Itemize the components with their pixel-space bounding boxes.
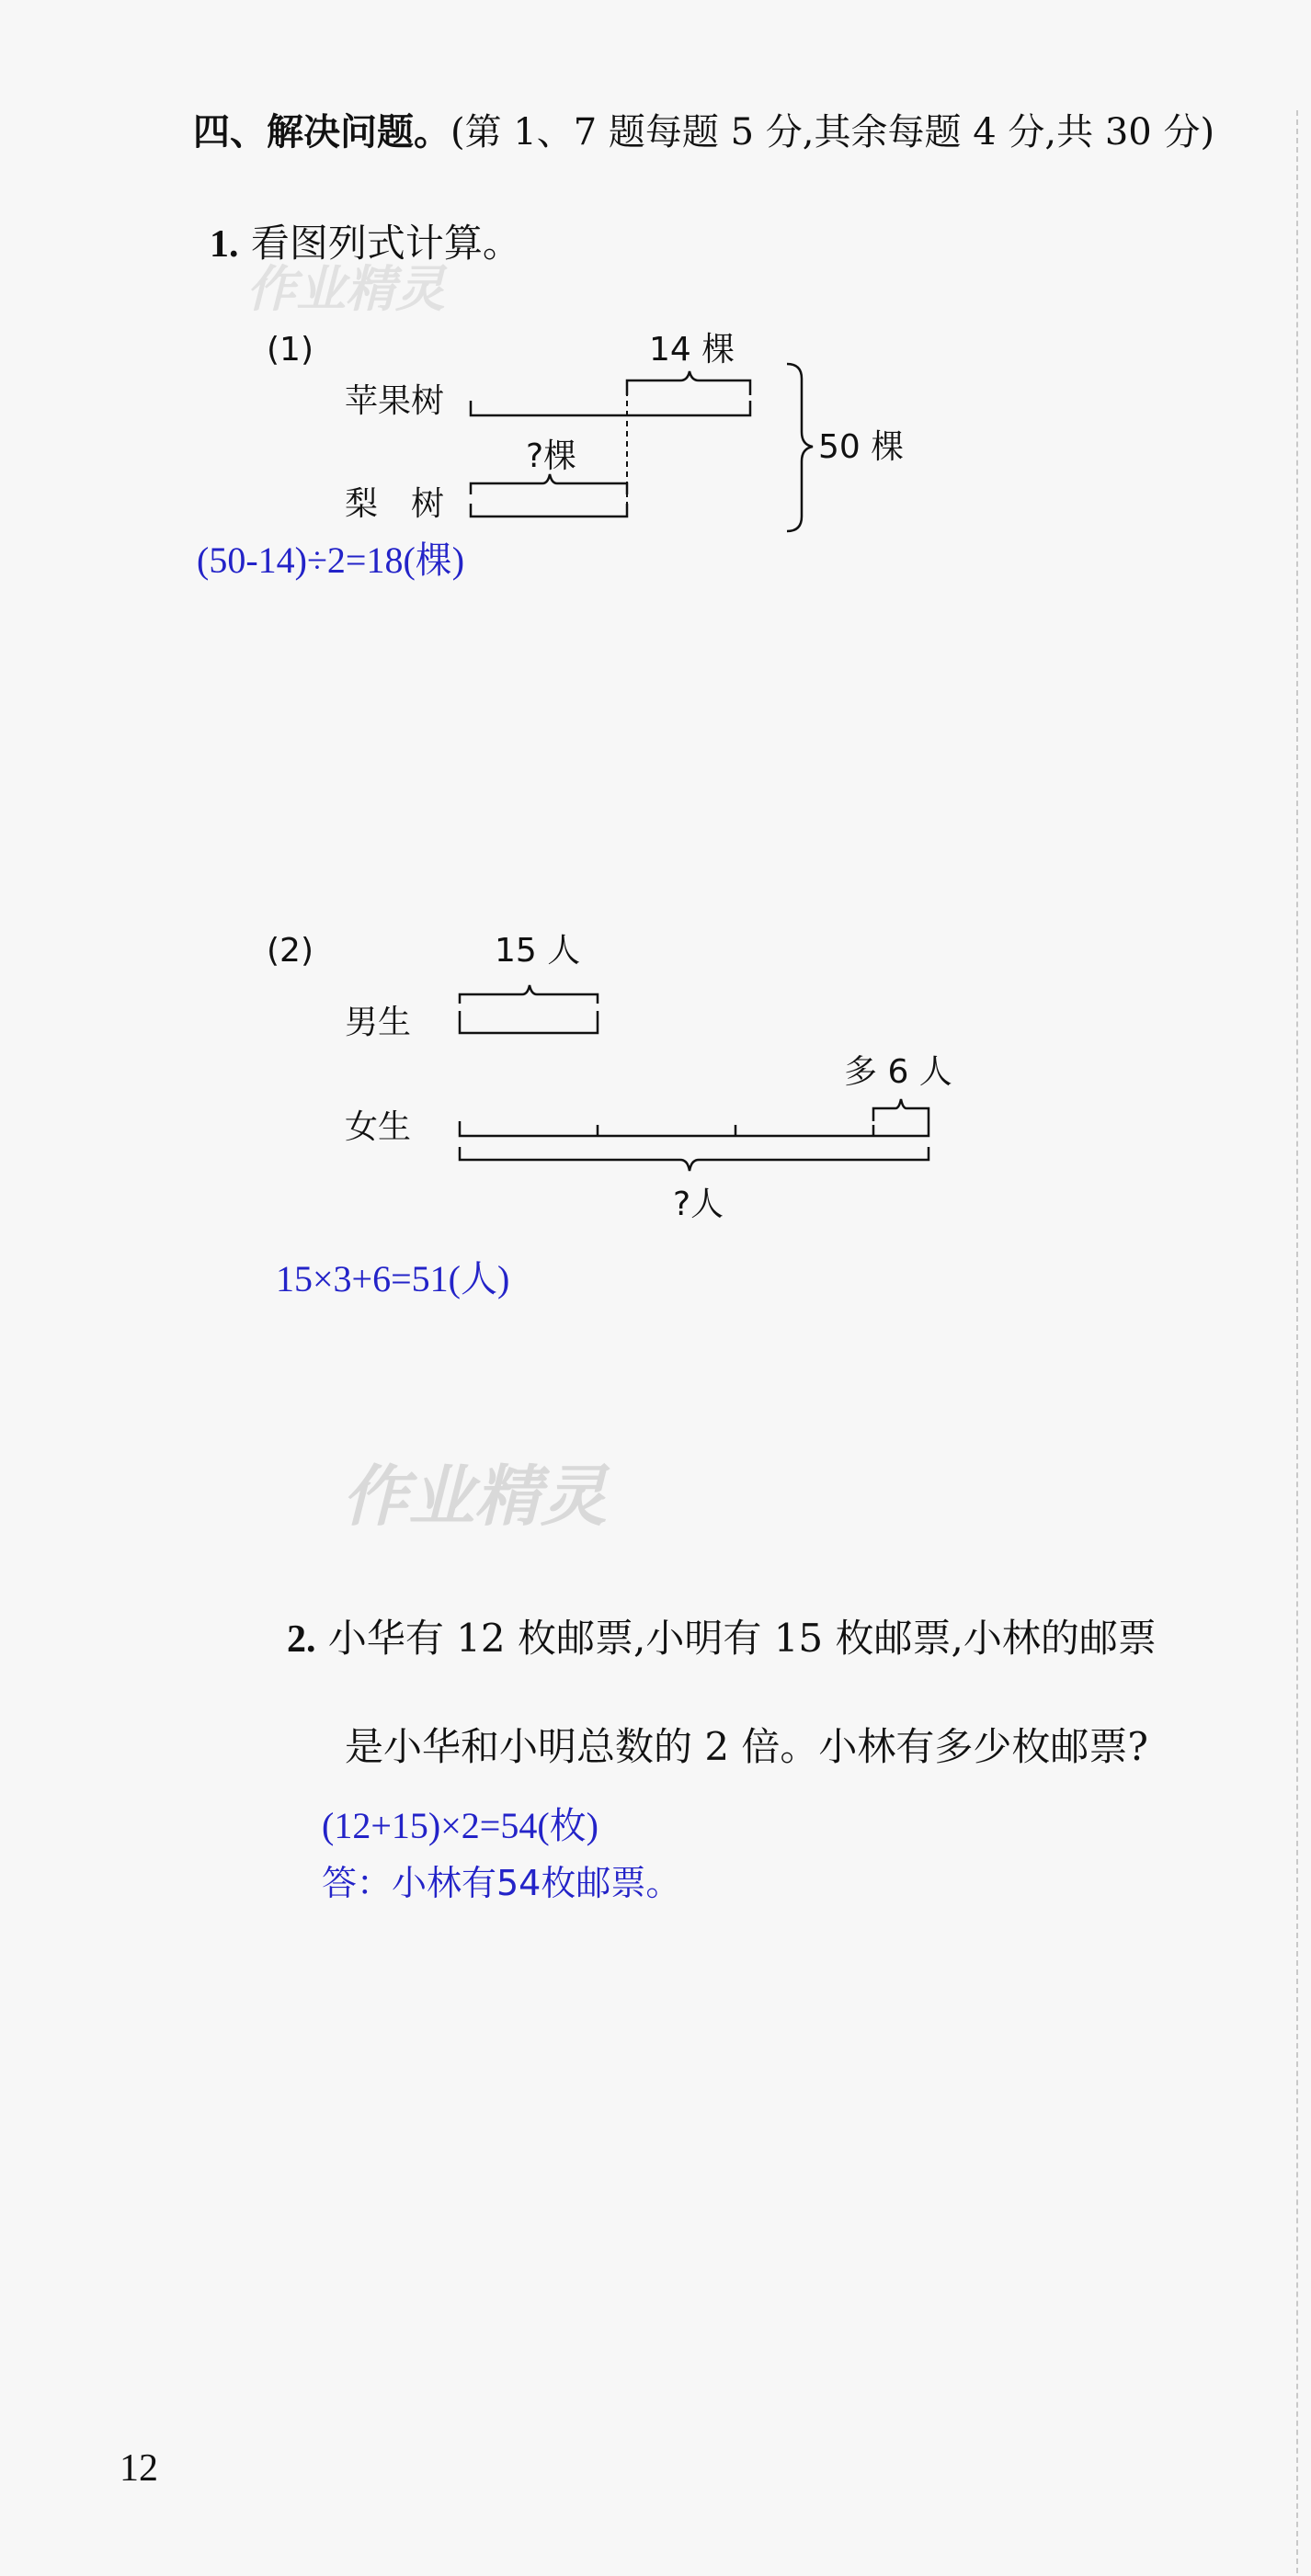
- part2-boys-label: 15 人: [495, 932, 581, 970]
- boys-brace: [460, 985, 598, 1004]
- part1-row1-label: 苹果树: [345, 382, 445, 420]
- question-2-text-line1: 小华有 12 枚邮票,小明有 15 枚邮票,小林的邮票: [327, 1616, 1157, 1661]
- question-2-line1: [287, 1608, 1157, 1663]
- question-2-answer-sentence: 答：小林有54枚邮票。: [322, 1863, 681, 1903]
- part1-diff-label: 14 棵: [649, 331, 735, 369]
- unknown-brace: [471, 474, 627, 494]
- part2-row1-label: 男生: [345, 1004, 412, 1041]
- section-heading-title: 四、解决问题。: [193, 111, 450, 153]
- watermark-middle: 作业精灵: [342, 1458, 608, 1535]
- question-1-number: 1.: [210, 223, 239, 266]
- girls-bar: [460, 1121, 929, 1136]
- part2-row2-label: 女生: [345, 1108, 412, 1146]
- part1-answer: (50-14)÷2=18(棵): [197, 539, 465, 581]
- part1-total-label: 50 棵: [818, 428, 905, 466]
- question-2-answer-expression: (12+15)×2=54(枚): [322, 1805, 598, 1846]
- part1-label: (1): [267, 331, 314, 369]
- question-2-number: 2.: [287, 1618, 316, 1661]
- apple-tree-bar: [471, 401, 750, 415]
- total-brace: [787, 364, 813, 531]
- section-heading-note: (第 1、7 题每题 5 分,其余每题 4 分,共 30 分): [450, 111, 1215, 153]
- part2-answer: 15×3+6=51(人): [276, 1258, 510, 1299]
- pear-tree-bar: [471, 504, 627, 516]
- diff-brace: [627, 371, 750, 395]
- extra-brace: [873, 1099, 929, 1121]
- part2-unknown-label: ?人: [673, 1186, 724, 1223]
- part2-label: (2): [267, 932, 314, 970]
- part2-extra-label: 多 6 人: [844, 1053, 952, 1091]
- part1-unknown-label: ?棵: [526, 437, 577, 475]
- boys-bar: [460, 1011, 598, 1033]
- watermark-top: 作业精灵: [246, 260, 445, 318]
- question-1-text: 看图列式计算。: [250, 221, 521, 266]
- girls-total-brace: [460, 1147, 929, 1171]
- page-number: 12: [120, 2447, 158, 2490]
- question-2-text-line2: 是小华和小明总数的 2 倍。小林有多少枚邮票?: [345, 1724, 1148, 1769]
- part1-row2-label: 梨 树: [345, 485, 445, 523]
